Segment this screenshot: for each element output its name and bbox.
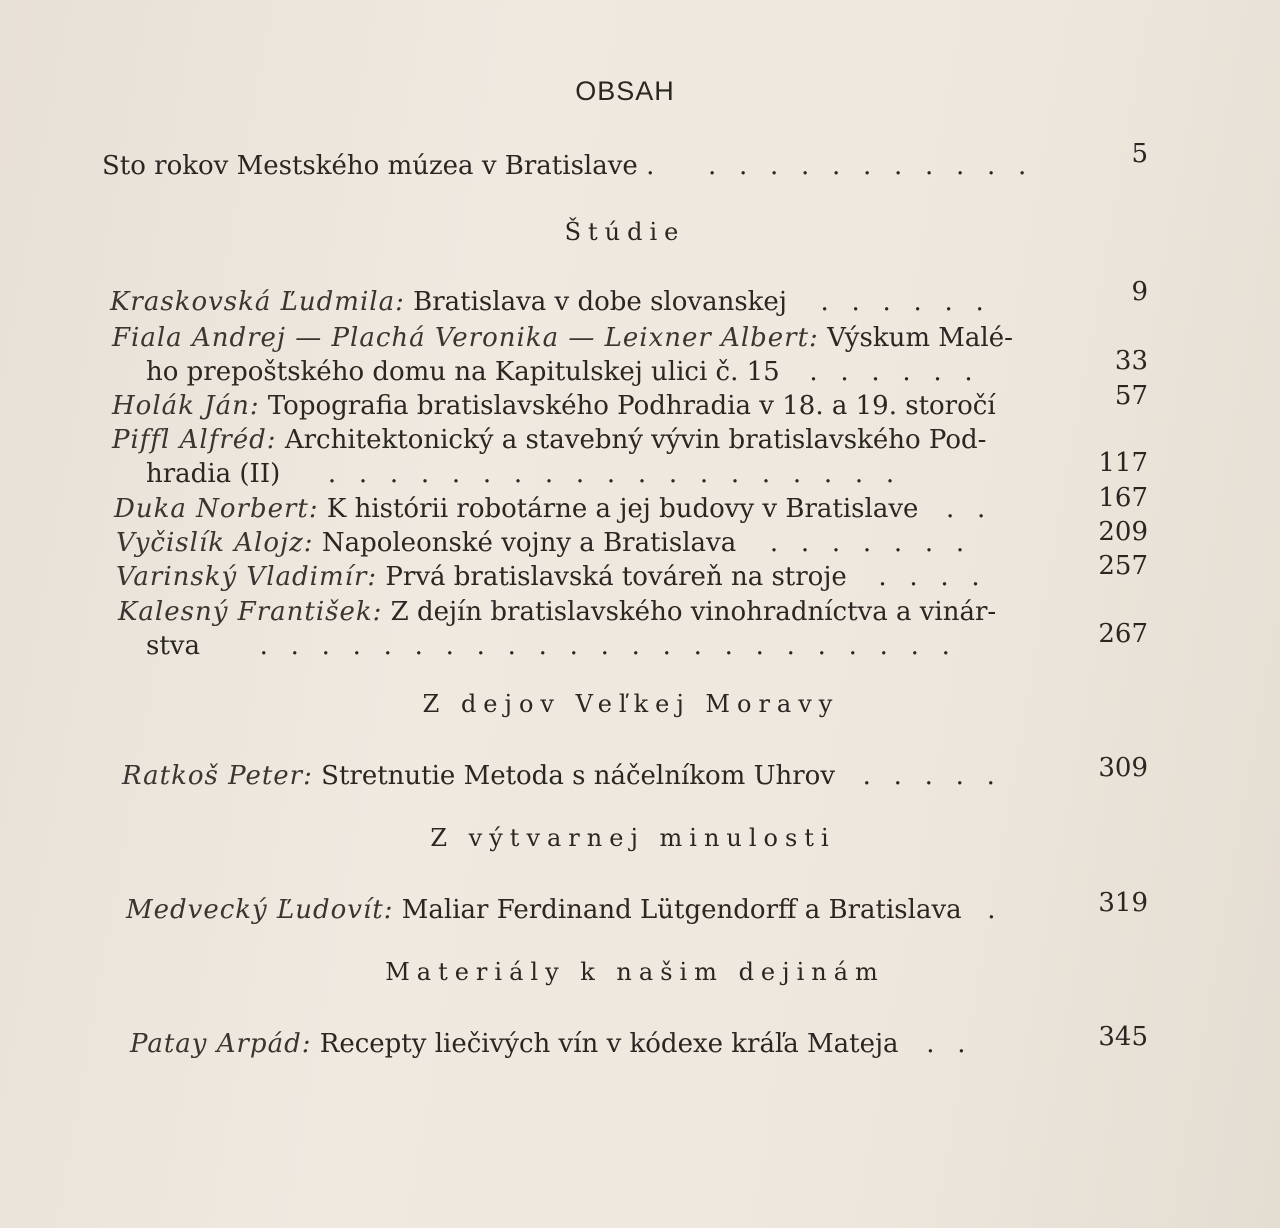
toc-entry	[118, 596, 996, 628]
leader-dots: . . . . . . . . . . . . . . . . . . .	[327, 459, 895, 489]
entry-title: Z dejín bratislavského vinohradníctva a vinár-	[390, 597, 997, 627]
toc-entry-intro	[102, 150, 1038, 182]
section-heading-studie: Štúdie	[564, 218, 686, 246]
leader-dots: . . . .	[878, 562, 980, 592]
entry-title: Topografia bratislavského Podhradia v 18. a 19. storočí	[267, 391, 996, 421]
entry-author: Medvecký Ľudovít:	[126, 895, 394, 925]
toc-entry	[130, 1028, 977, 1060]
page-number: 309	[1098, 753, 1148, 783]
page-number: 267	[1098, 619, 1148, 649]
entry-author: Kalesný František:	[118, 597, 383, 627]
toc-entry	[112, 390, 996, 422]
entry-title-continued: hradia (II)	[146, 459, 281, 489]
page-number: 345	[1098, 1022, 1148, 1052]
toc-entry	[122, 760, 1006, 792]
entry-author: Holák Ján:	[112, 391, 260, 421]
toc-entry	[126, 894, 1007, 926]
entry-title: Architektonický a stavebný vývin bratislavského Pod-	[284, 425, 987, 455]
page-number: 5	[1131, 139, 1148, 169]
leader-dots: . . . . .	[862, 761, 995, 791]
entry-author: Duka Norbert:	[114, 494, 319, 524]
entry-author: Vyčislík Alojz:	[116, 528, 314, 558]
entry-title: Maliar Ferdinand Lütgendorff a Bratislava	[401, 895, 962, 925]
leader-dots: . . . . . .	[809, 357, 973, 387]
section-heading-vytvarna: Z výtvarnej minulosti	[430, 824, 836, 852]
toc-entry	[116, 527, 976, 559]
page-number: 57	[1114, 381, 1148, 411]
leader-dots: . . . . . . . . . . . . . . . . . . . . . . .	[259, 631, 950, 661]
toc-entry	[112, 322, 1013, 354]
toc-entry	[116, 561, 991, 593]
page-title: OBSAH	[575, 76, 675, 106]
entry-title: Výskum Malé-	[827, 323, 1013, 353]
entry-author: Varinský Vladimír:	[116, 562, 378, 592]
entry-title: K histórii robotárne a jej budovy v Bratislave	[326, 494, 919, 524]
entry-author: Fiala Andrej — Plachá Veronika — Leixner Albert:	[112, 323, 819, 353]
toc-entry-continuation	[146, 630, 961, 662]
page-number: 9	[1131, 277, 1148, 307]
entry-title: Sto rokov Mestského múzea v Bratislave .	[102, 151, 655, 181]
toc-entry	[112, 424, 986, 456]
toc-entry-continuation	[146, 356, 984, 388]
entry-author: Ratkoš Peter:	[122, 761, 313, 791]
entry-title: Recepty liečivých vín v kódexe kráľa Mateja	[319, 1029, 899, 1059]
entry-title: Napoleonské vojny a Bratislava	[321, 528, 737, 558]
entry-title: Prvá bratislavská továreň na stroje	[385, 562, 847, 592]
leader-dots: . . . . . .	[820, 287, 984, 317]
entry-title: Bratislava v dobe slovanskej	[413, 287, 787, 317]
leader-dots: . .	[946, 494, 986, 524]
page-number: 319	[1098, 888, 1148, 918]
page-number: 257	[1098, 551, 1148, 581]
section-heading-materialy: Materiály k našim dejinám	[385, 958, 885, 986]
leader-dots: . . . . . . .	[769, 528, 965, 558]
leader-dots: . .	[926, 1029, 966, 1059]
page-number: 33	[1114, 346, 1148, 376]
leader-dots: .	[987, 895, 996, 925]
entry-title: Stretnutie Metoda s náčelníkom Uhrov	[321, 761, 836, 791]
page-number: 167	[1098, 483, 1148, 513]
page-number: 209	[1098, 517, 1148, 547]
page-number: 117	[1098, 448, 1148, 478]
toc-entry-continuation	[146, 458, 906, 490]
toc-entry	[110, 286, 995, 318]
entry-author: Patay Arpád:	[130, 1029, 312, 1059]
section-heading-velka-morava: Z dejov Veľkej Moravy	[422, 690, 840, 718]
toc-entry	[114, 493, 997, 525]
leader-dots: . . . . . . . . . . .	[707, 151, 1027, 181]
entry-author: Piffl Alfréd:	[112, 425, 277, 455]
entry-author: Kraskovská Ľudmila:	[110, 287, 405, 317]
entry-title-continued: ho prepoštského domu na Kapitulskej ulici č. 15	[146, 357, 780, 387]
entry-title-continued: stva	[146, 631, 200, 661]
